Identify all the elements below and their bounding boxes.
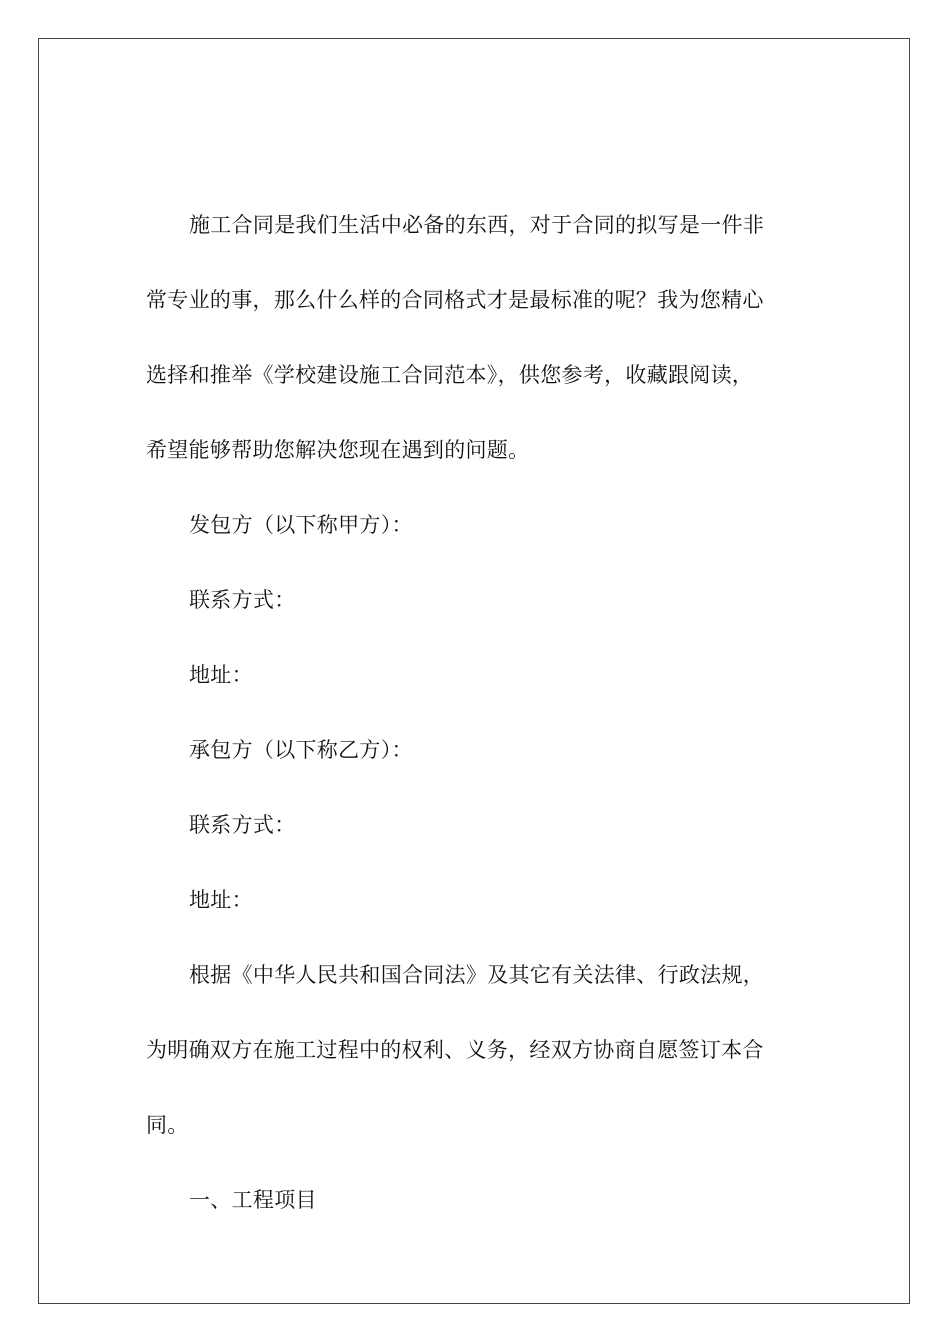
basis-line-3: 同。 bbox=[146, 1113, 189, 1137]
basis-line-1: 根据《中华人民共和国合同法》及其它有关法律、行政法规， bbox=[189, 963, 765, 987]
intro-line-3: 选择和推举《学校建设施工合同范本》，供您参考，收藏跟阅读， bbox=[146, 363, 754, 387]
intro-line-2: 常专业的事，那么什么样的合同格式才是最标准的呢？我为您精心 bbox=[146, 288, 764, 312]
party-a-address: 地址： bbox=[189, 663, 253, 687]
document-body bbox=[146, 188, 796, 1238]
section-1-heading: 一、工程项目 bbox=[189, 1188, 317, 1212]
party-a-label: 发包方（以下称甲方）： bbox=[189, 513, 413, 537]
party-b-label: 承包方（以下称乙方）： bbox=[189, 738, 413, 762]
party-a-contact: 联系方式： bbox=[189, 588, 296, 612]
intro-line-4: 希望能够帮助您解决您现在遇到的问题。 bbox=[146, 438, 530, 462]
party-b-contact: 联系方式： bbox=[189, 813, 296, 837]
intro-line-1: 施工合同是我们生活中必备的东西，对于合同的拟写是一件非 bbox=[189, 213, 765, 237]
basis-line-2: 为明确双方在施工过程中的权利、义务，经双方协商自愿签订本合 bbox=[146, 1038, 764, 1062]
party-b-address: 地址： bbox=[189, 888, 253, 912]
